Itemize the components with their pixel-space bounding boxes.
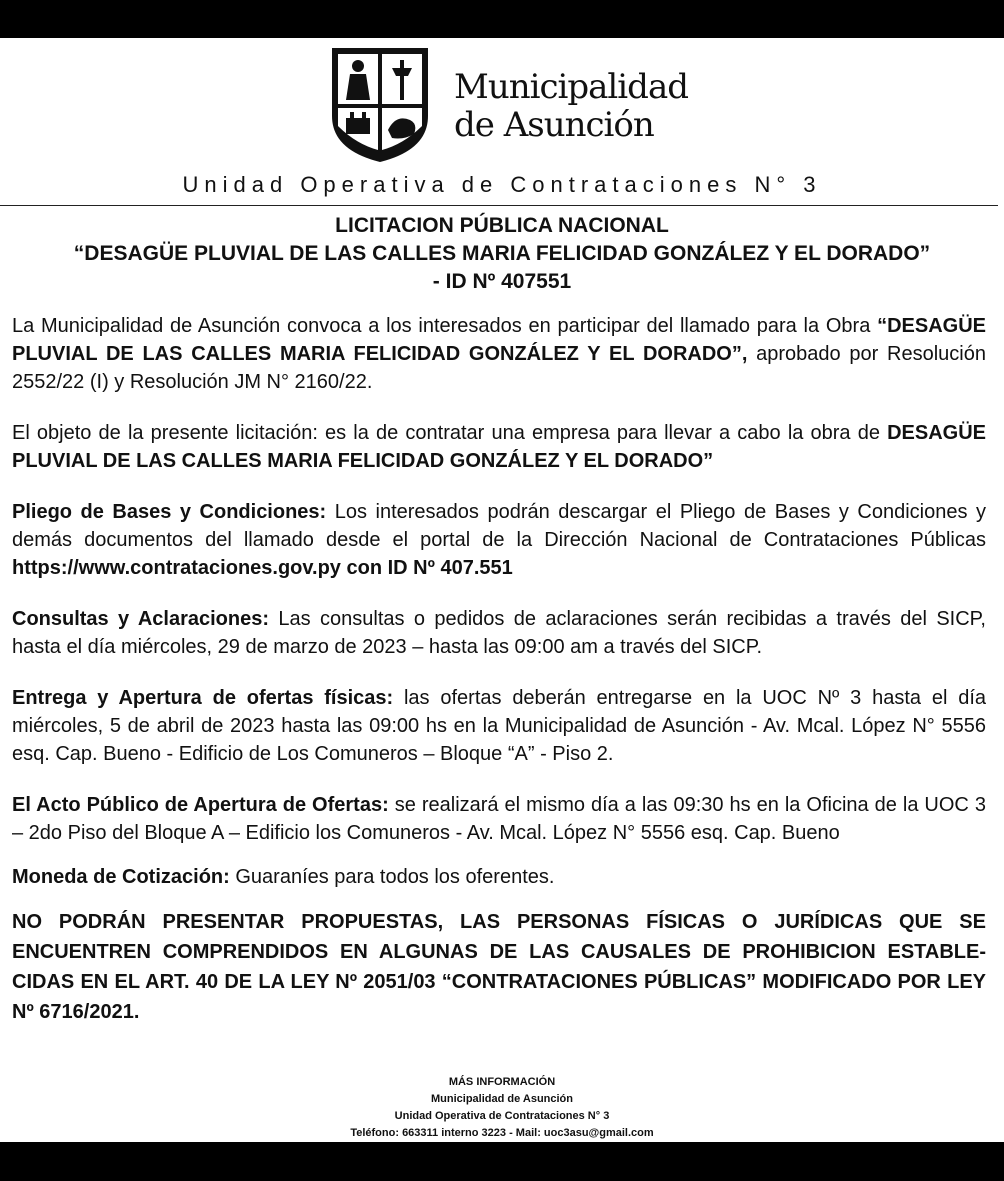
acto-text: se realizará el mismo día a las 09:30 hs en la Oficina de la UOC 3 – 2do Piso del Bloque A – Edificio los Comuneros - Av. Mcal. López N° 5556 esq. Cap. Bueno — [12, 794, 986, 844]
moneda-text: Guaraníes para todos los oferentes. — [229, 866, 555, 888]
bottom-black-bar — [0, 1142, 1004, 1181]
footer-line3: Unidad Operativa de Contrataciones N° 3 — [394, 1110, 610, 1122]
title-line1: LICITACION PÚBLICA NACIONAL — [335, 214, 669, 237]
intro-text1: La Municipalidad de Asunción convoca a los interesados en participar del llamado para la Obra — [12, 315, 878, 337]
top-black-bar — [0, 0, 1004, 38]
organization-name — [454, 68, 688, 144]
footer-line4: Teléfono: 663311 interno 3223 - Mail: uoc3asu@gmail.com — [350, 1127, 654, 1139]
org-name-line2: de Asunción — [454, 105, 654, 145]
footer-line2: Municipalidad de Asunción — [431, 1093, 573, 1105]
notice-body — [12, 312, 986, 1050]
acto-label: El Acto Público de Apertura de Ofertas: — [12, 794, 389, 816]
org-name-line1: Municipalidad — [454, 67, 688, 107]
entrega-label: Entrega y Apertura de ofertas físicas: — [12, 687, 394, 709]
objeto-paragraph — [12, 419, 986, 475]
consultas-text: Las consultas o pedidos de aclaraciones serán recibidas a través del SICP, hasta el día miércoles, 29 de marzo de 2023 – hasta las 09:00 am a través del SICP. — [12, 608, 986, 658]
pliego-paragraph — [12, 498, 986, 582]
prohibition-warning: NO PODRÁN PRESENTAR PROPUESTAS, LAS PERSONAS FÍSICAS O JURÍDICAS QUE SE ENCUENTREN COMPRENDIDOS EN ALGUNAS DE LAS CAUSALES DE PROHIBICION ESTABLE-CIDAS EN EL ART. 40 DE LA LEY Nº 2051/03 “CONTRATACIONES PÚBLICAS” MODIFICADO POR LEY Nº 6716/2021. — [12, 911, 986, 1023]
pliego-text: Los interesados podrán descargar el Pliego de Bases y Condiciones y demás documentos del llamado desde el portal de la Dirección Nacional de Contrataciones Públicas — [12, 501, 986, 551]
asuncion-coat-of-arms-icon — [330, 46, 430, 164]
acto-paragraph — [12, 791, 986, 847]
consultas-paragraph — [12, 605, 986, 661]
objeto-bold: DESAGÜE PLUVIAL DE LAS CALLES MARIA FELICIDAD GONZÁLEZ Y EL DORADO” — [12, 422, 986, 472]
entrega-paragraph — [12, 684, 986, 768]
contact-footer — [0, 1074, 1004, 1142]
header-logo — [330, 46, 690, 164]
footer-line1: MÁS INFORMACIÓN — [448, 1076, 556, 1088]
objeto-text: El objeto de la presente licitación: es la de contratar una empresa para llevar a cabo la obra de — [12, 422, 888, 444]
notice-title — [0, 212, 1004, 296]
unit-subtitle: Unidad Operativa de Contrataciones N° 3 — [182, 172, 822, 197]
title-line2: “DESAGÜE PLUVIAL DE LAS CALLES MARIA FELICIDAD GONZÁLEZ Y EL DORADO” — [73, 242, 931, 265]
consultas-label: Consultas y Aclaraciones: — [12, 608, 269, 630]
header-divider — [0, 205, 998, 206]
moneda-paragraph — [12, 863, 986, 891]
intro-bold: “DESAGÜE PLUVIAL DE LAS CALLES MARIA FELICIDAD GONZÁLEZ Y EL DORADO”, — [12, 315, 986, 365]
title-line3: - ID Nº 407551 — [432, 270, 572, 293]
pliego-label: Pliego de Bases y Condiciones: — [12, 501, 327, 523]
moneda-label: Moneda de Cotización: — [12, 866, 230, 888]
intro-paragraph — [12, 312, 986, 396]
pliego-url: https://www.contrataciones.gov.py con ID Nº 407.551 — [12, 557, 513, 579]
intro-text2: aprobado por Resolución 2552/22 (I) y Resolución JM N° 2160/22. — [12, 343, 986, 393]
entrega-text: las ofertas deberán entregarse en la UOC Nº 3 hasta el día miércoles, 5 de abril de 2023 hasta las 09:00 hs en la Municipalidad de Asunción - Av. Mcal. López N° 5556 esq. Cap. Bueno - Edificio de Los Comuneros – Bloque “A” - Piso 2. — [12, 687, 987, 765]
